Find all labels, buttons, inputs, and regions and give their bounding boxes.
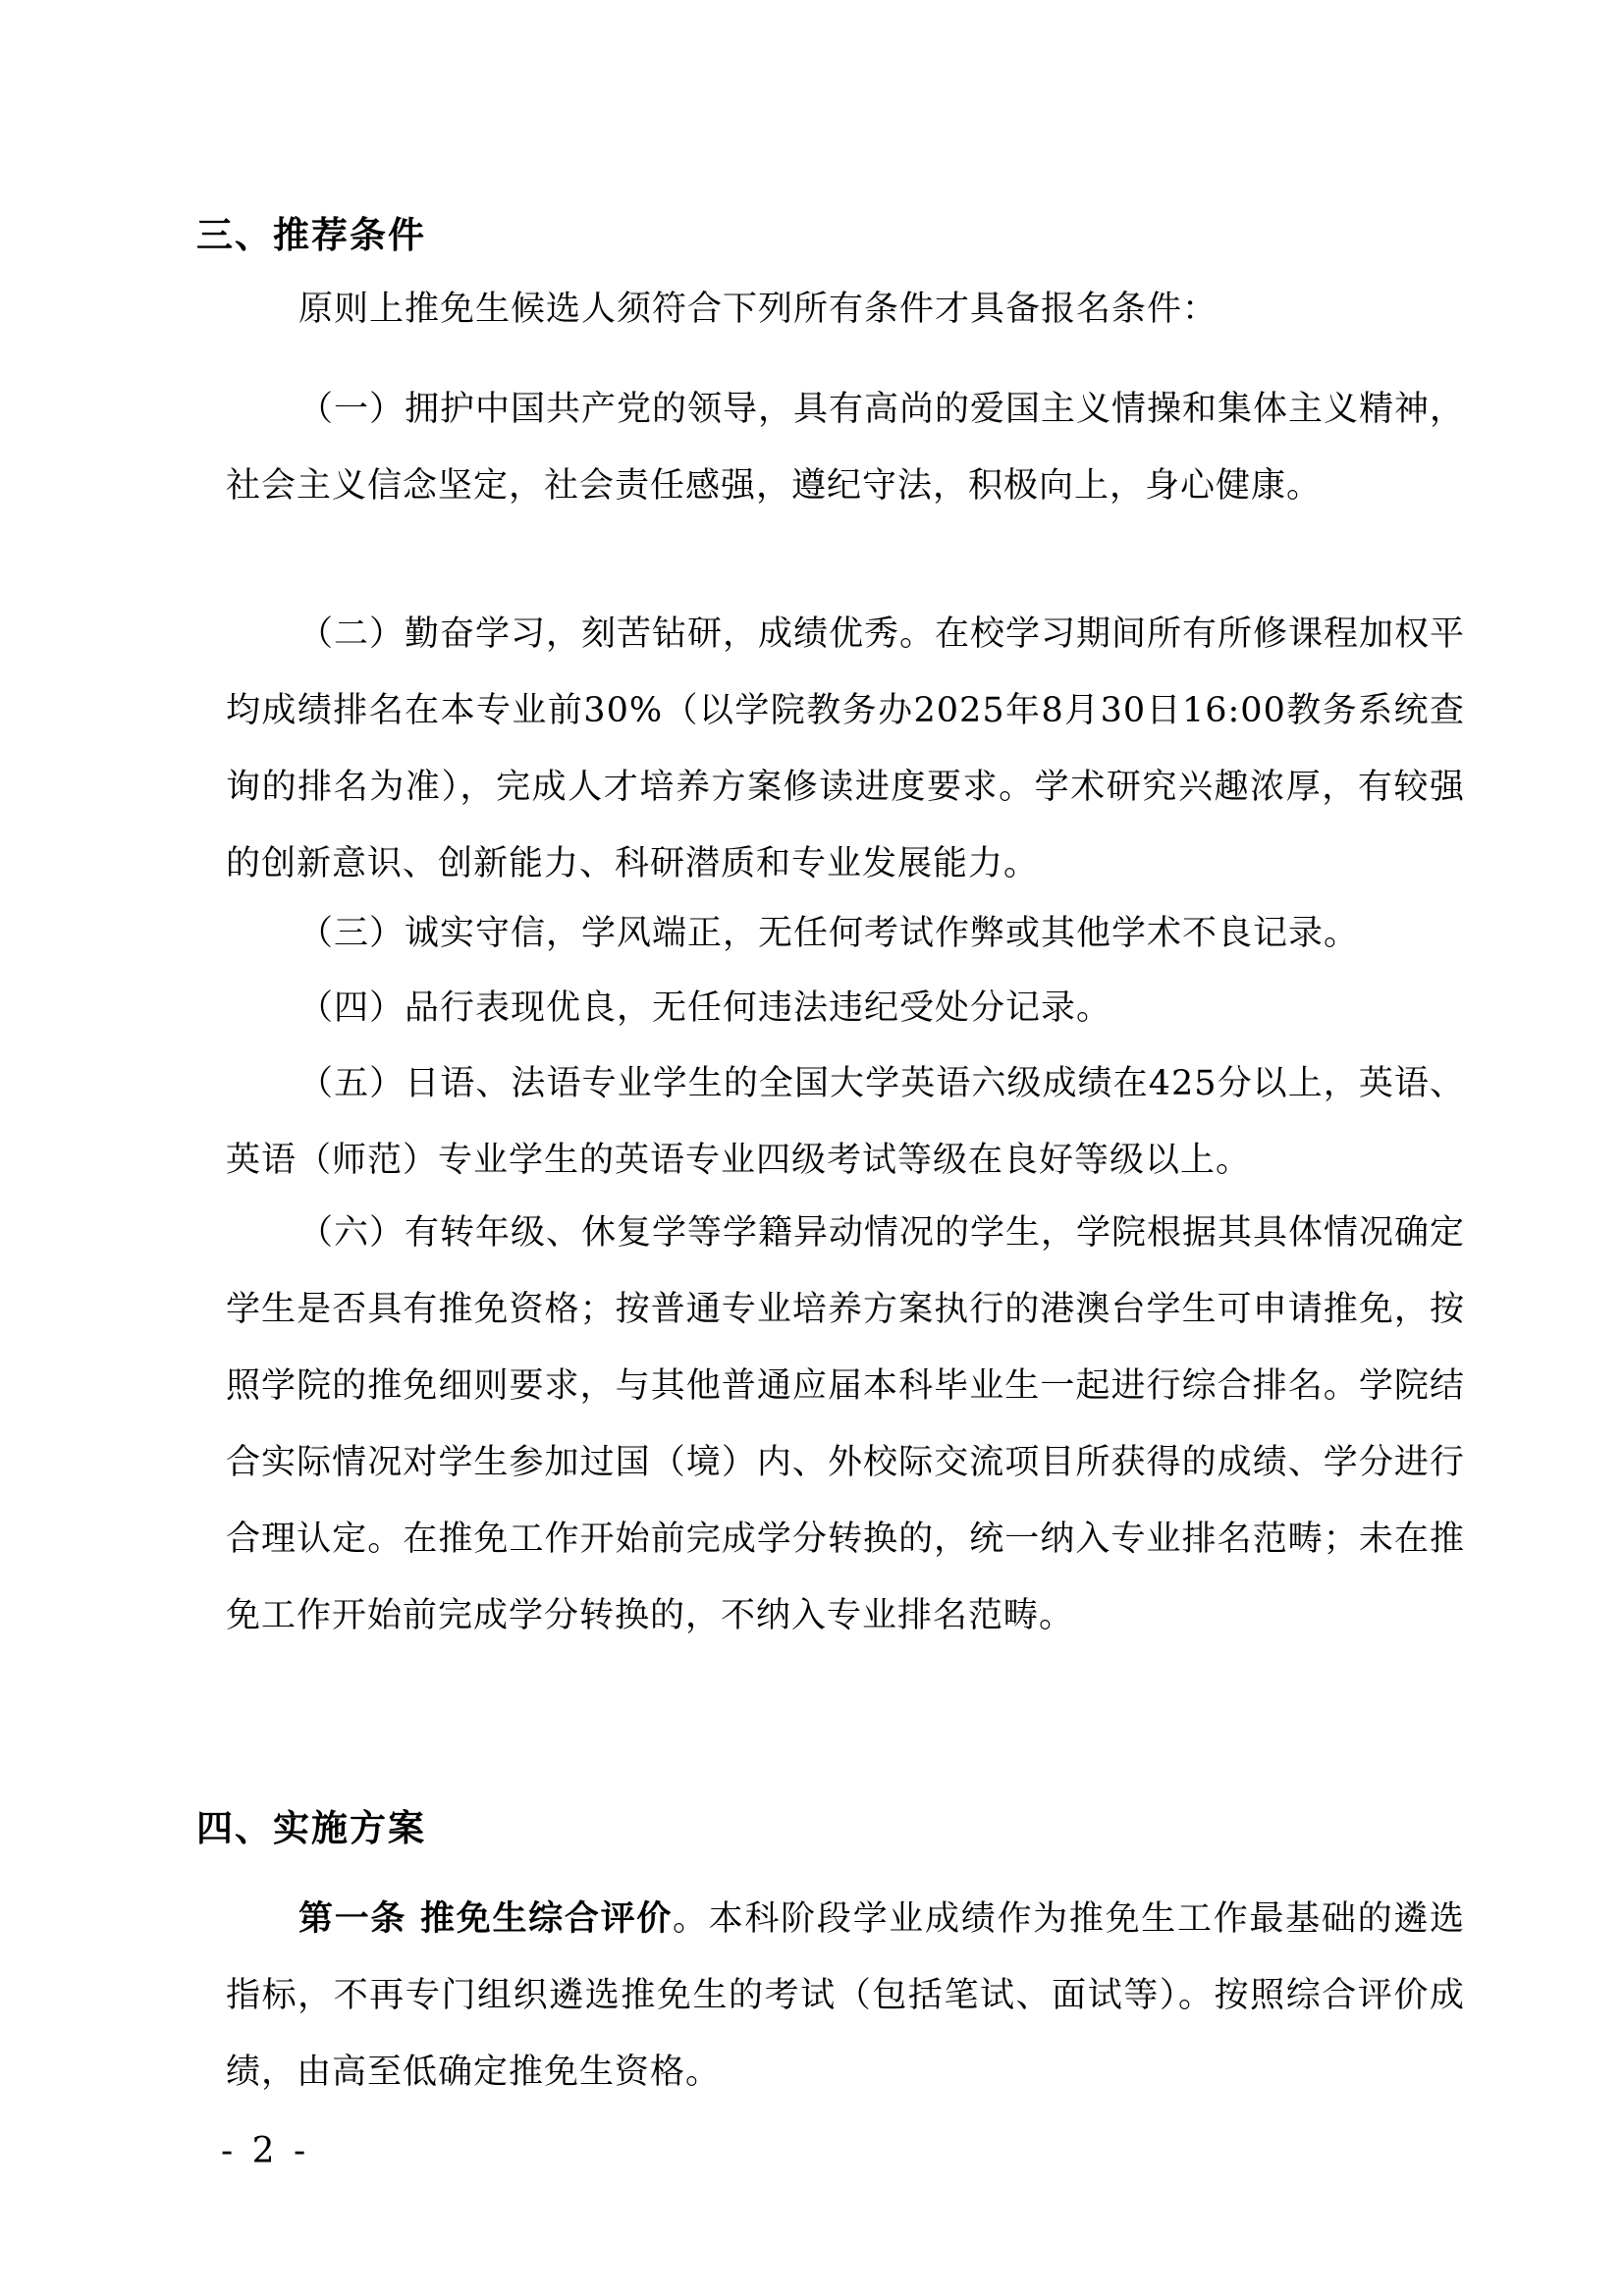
page-number: - 2 -	[221, 2131, 310, 2171]
condition-item-5: （五）日语、法语专业学生的全国大学英语六级成绩在425分以上，英语、英语（师范）专业学生的英语专业四级考试等级在良好等级以上。	[226, 1064, 1465, 1180]
article-1-paragraph	[226, 1881, 1465, 2110]
article-1-text: 。本科阶段学业成绩作为推免生工作最基础的遴选指标，不再专门组织遴选推免生的考试（包括笔试、面试等）。按照综合评价成绩，由高至低确定推免生资格。	[226, 1899, 1465, 2092]
condition-item-1: （一）拥护中国共产党的领导，具有高尚的爱国主义情操和集体主义精神，社会主义信念坚定，社会责任感强，遵纪守法，积极向上，身心健康。	[226, 390, 1466, 506]
condition-item-4: （四）品行表现优良，无任何违法违纪受处分记录。	[298, 988, 1112, 1028]
article-1-label: 第一条 推免生综合评价	[298, 1899, 674, 1939]
condition-item-6: （六）有转年级、休复学等学籍异动情况的学生，学院根据其具体情况确定学生是否具有推免资格；按普通专业培养方案执行的港澳台学生可申请推免，按照学院的推免细则要求，与其他普通应届本科毕业生一起进行综合排名。学院结合实际情况对学生参加过国（境）内、外校际交流项目所获得的成绩、学分进行合理认定。在推免工作开始前完成学分转换的，统一纳入专业排名范畴；未在推免工作开始前完成学分转换的，不纳入专业排名范畴。	[226, 1213, 1466, 1635]
condition-item-2: （二）勤奋学习，刻苦钻研，成绩优秀。在校学习期间所有所修课程加权平均成绩排名在本专业前30%（以学院教务办2025年8月30日16:00教务系统查询的排名为准），完成人才培养方案修读进度要求。学术研究兴趣浓厚，有较强的创新意识、创新能力、科研潜质和专业发展能力。	[226, 614, 1466, 883]
section-3-intro: 原则上推免生候选人须符合下列所有条件才具备报名条件：	[298, 290, 1218, 329]
section-3-heading: 三、推荐条件	[196, 214, 426, 256]
condition-item-3: （三）诚实守信，学风端正，无任何考试作弊或其他学术不良记录。	[298, 914, 1360, 953]
section-4-heading: 四、实施方案	[196, 1807, 426, 1849]
